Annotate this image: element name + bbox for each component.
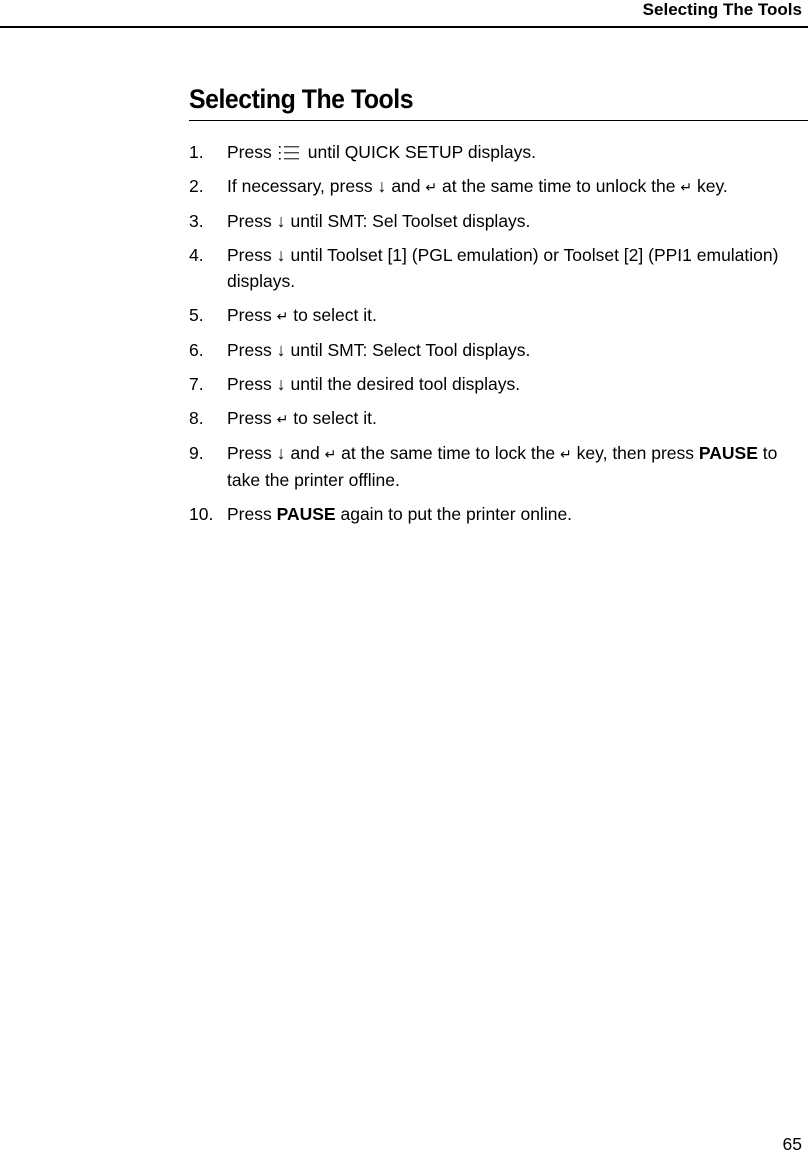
step-text: at the same time to lock the [341,443,556,463]
down-arrow-icon: ↓ [276,340,286,360]
pause-key-label: PAUSE [276,504,336,524]
step-text: Press [227,374,272,394]
down-arrow-icon: ↓ [276,443,286,463]
title-rule [189,120,808,121]
step-text: key. [696,176,728,196]
step-text: Press [227,443,272,463]
step-number: 2. [189,176,204,196]
step-number: 9. [189,443,204,463]
step-text: Press [227,504,272,524]
step-text: Press [227,305,272,325]
step-text: to take the printer offline. [227,443,778,490]
step-text: Press [227,211,272,231]
down-arrow-icon: ↓ [276,374,286,394]
step-text: Press [227,245,272,265]
step-text: until the desired tool displays. [290,374,521,394]
step-number: 5. [189,305,204,325]
page-number: 65 [782,1134,802,1154]
enter-key-icon: ↵ [276,308,289,324]
step-7 [189,371,799,397]
enter-key-icon: ↵ [560,446,572,462]
step-9 [189,440,799,493]
step-text: to select it. [293,305,377,325]
step-number: 6. [189,340,204,360]
enter-key-icon: ↵ [425,179,438,195]
step-1 [189,139,799,165]
step-8 [189,405,799,432]
step-2 [189,173,799,200]
step-10 [189,501,799,527]
step-3 [189,208,799,234]
steps-list [189,139,799,535]
step-text: until SMT: Select Tool displays. [290,340,531,360]
step-6 [189,337,799,363]
enter-key-icon: ↵ [680,179,693,195]
step-number: 8. [189,408,204,428]
step-text: and [391,176,421,196]
step-number: 4. [189,245,204,265]
step-number: 3. [189,211,204,231]
step-number: 7. [189,374,204,394]
step-text: until SMT: Sel Toolset displays. [290,211,531,231]
menu-list-icon [278,143,300,163]
step-5 [189,302,799,329]
enter-key-icon: ↵ [324,446,337,462]
step-text: Press [227,340,272,360]
down-arrow-icon: ↓ [276,245,286,265]
step-text: Press [227,142,272,162]
step-number: 1. [189,142,204,162]
step-text: and [290,443,320,463]
step-text: until QUICK SETUP displays. [307,142,536,162]
step-text: Press [227,408,272,428]
step-text: to select it. [293,408,377,428]
section-title: Selecting The Tools [189,84,414,114]
step-number: 10. [189,504,214,524]
step-text: If necessary, press [227,176,373,196]
step-text: until Toolset [1] (PGL emulation) or Toolset [2] (PPI1 emulation) displays. [227,245,779,291]
step-4 [189,242,799,294]
step-text: key, then press [576,443,695,463]
pause-key-label: PAUSE [698,443,758,463]
enter-key-icon: ↵ [276,411,289,427]
step-text: at the same time to unlock the [442,176,676,196]
header-rule [0,26,808,28]
running-header: Selecting The Tools [642,0,802,19]
step-text: again to put the printer online. [340,504,573,524]
down-arrow-icon: ↓ [377,176,387,196]
down-arrow-icon: ↓ [276,211,286,231]
